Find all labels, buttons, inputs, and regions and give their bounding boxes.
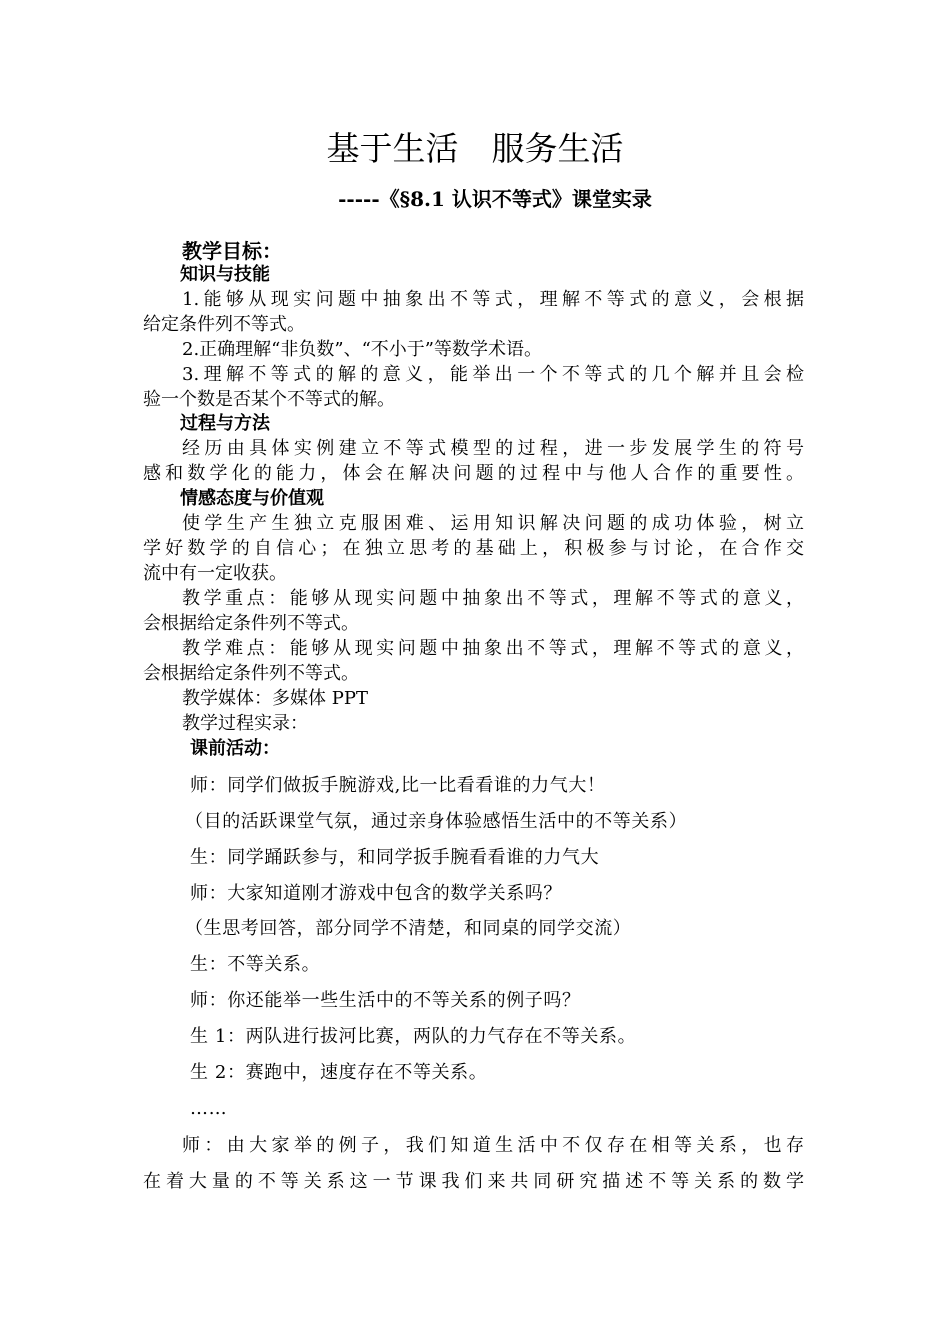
knowledge-line-2: 给定条件列不等式。 [143,314,305,335]
dialogue-line-3: 生：同学踊跃参与，和同学扳手腕看看谁的力气大 [190,847,600,868]
dialogue-line-2: （目的活跃课堂气氛，通过亲身体验感悟生活中的不等关系） [185,811,688,832]
process-line-1: 经历由具体实例建立不等式模型的过程，进一步发展学生的符号 [182,438,804,459]
closing-line-2: 在着大量的不等关系这一节课我们来共同研究描述不等关系的数学 [143,1171,804,1192]
difficulty-line-1: 教学难点：能够从现实问题中抽象出不等式，理解不等式的意义， [182,638,804,659]
dialogue-line-8: 生 1：两队进行拔河比赛，两队的力气存在不等关系。 [190,1026,637,1047]
process-heading: 过程与方法 [180,413,270,434]
objectives-heading: 教学目标： [182,239,282,263]
attitude-line-3: 流中有一定收获。 [143,563,287,584]
dialogue-ellipsis: …… [190,1098,228,1119]
key-point-line-2: 会根据给定条件列不等式。 [143,613,359,634]
dialogue-line-4: 师：大家知道刚才游戏中包含的数学关系吗？ [190,883,562,904]
page-title: 基于生活 服务生活 [326,129,624,168]
difficulty-line-2: 会根据给定条件列不等式。 [143,663,359,684]
knowledge-line-3: 2.正确理解“非负数”、“不小于”等数学术语。 [182,339,542,360]
process-line-2: 感和数学化的能力，体会在解决问题的过程中与他人合作的重要性。 [143,463,804,484]
dialogue-line-5: （生思考回答，部分同学不清楚，和同桌的同学交流） [185,918,632,939]
page-subtitle: -----《§8.1 认识不等式》课堂实录 [338,187,652,211]
pre-class-heading: 课前活动： [190,738,280,759]
key-point-line-1: 教学重点：能够从现实问题中抽象出不等式，理解不等式的意义， [182,588,804,609]
attitude-line-2: 学好数学的自信心；在独立思考的基础上，积极参与讨论，在合作交 [143,538,804,559]
knowledge-line-5: 验一个数是否某个不等式的解。 [143,389,395,410]
knowledge-line-4: 3.理解不等式的解的意义，能举出一个不等式的几个解并且会检 [182,364,804,385]
dialogue-line-1: 师：同学们做扳手腕游戏,比一比看看谁的力气大！ [190,775,606,796]
knowledge-heading: 知识与技能 [180,264,270,285]
dialogue-line-6: 生：不等关系。 [190,954,321,975]
dialogue-line-9: 生 2：赛跑中，速度存在不等关系。 [190,1062,488,1083]
process-record-line: 教学过程实录： [182,713,308,734]
closing-line-1: 师：由大家举的例子，我们知道生活中不仅存在相等关系，也存 [182,1135,804,1156]
attitude-heading: 情感态度与价值观 [180,488,324,509]
dialogue-line-7: 师：你还能举一些生活中的不等关系的例子吗？ [190,990,581,1011]
media-line: 教学媒体：多媒体 PPT [182,688,368,709]
attitude-line-1: 使学生产生独立克服困难、运用知识解决问题的成功体验，树立 [182,513,804,534]
knowledge-line-1: 1.能够从现实问题中抽象出不等式，理解不等式的意义，会根据 [182,289,804,310]
